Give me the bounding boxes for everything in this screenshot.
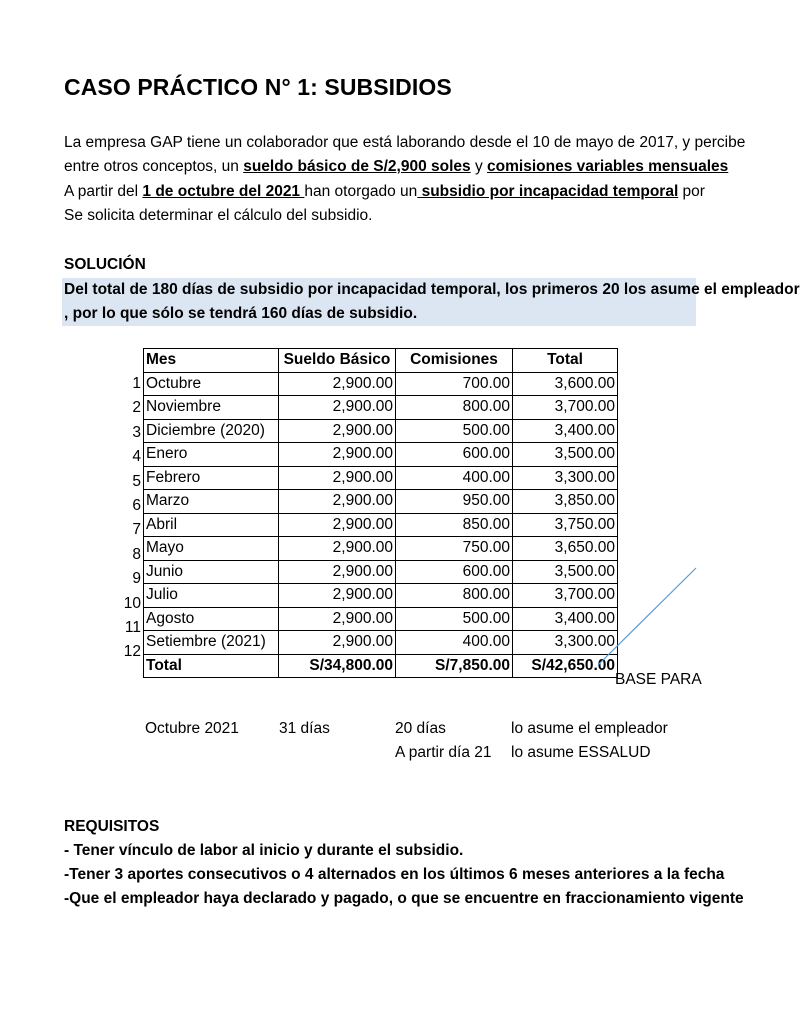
intro-line-4: Se solicita determinar el cálculo del subsidio. [64, 207, 373, 224]
cell-sueldo: 2,900.00 [279, 490, 396, 514]
cell-sueldo: 2,900.00 [279, 419, 396, 443]
row-number: 11 [124, 618, 141, 636]
intro-line-2 [64, 157, 728, 177]
cell-sueldo: 2,900.00 [279, 466, 396, 490]
commissions-highlight: comisiones variables mensuales [487, 158, 729, 175]
subsidy-highlight: subsidio por incapacidad temporal [417, 183, 679, 200]
cell-total: 3,700.00 [513, 396, 618, 420]
table-total-row [144, 654, 618, 678]
cell-total: 3,500.00 [513, 443, 618, 467]
cell-sueldo: 2,900.00 [279, 560, 396, 584]
total-note: BASE PARA [615, 671, 702, 688]
intro-text: han otorgado un [304, 183, 418, 200]
cell-comisiones: 400.00 [396, 631, 513, 655]
total-label: Total [144, 654, 279, 678]
cell-total: 3,400.00 [513, 419, 618, 443]
cell-total: 3,850.00 [513, 490, 618, 514]
header-total: Total [513, 349, 618, 373]
table-row [144, 396, 618, 420]
intro-text: entre otros conceptos, un [64, 158, 244, 175]
header-sueldo: Sueldo Básico [279, 349, 396, 373]
solution-line-1: Del total de 180 días de subsidio por incapacidad temporal, los primeros 20 los asume el empleador [64, 281, 800, 298]
cell-mes: Julio [144, 584, 279, 608]
cell-sueldo: 2,900.00 [279, 443, 396, 467]
salary-table [143, 348, 618, 678]
cell-comisiones: 850.00 [396, 513, 513, 537]
cell-sueldo: 2,900.00 [279, 584, 396, 608]
row-number: 8 [132, 545, 141, 563]
row-number: 2 [132, 399, 141, 417]
row-number: 10 [123, 594, 141, 612]
table-row [144, 490, 618, 514]
table-row [144, 372, 618, 396]
date-highlight: 1 de octubre del 2021 [142, 183, 305, 200]
cell-mes: Enero [144, 443, 279, 467]
total-comisiones: S/7,850.00 [396, 654, 513, 678]
cell-total: 3,650.00 [513, 537, 618, 561]
row-number: 7 [132, 521, 141, 539]
note-from-day: A partir día 21 [395, 744, 492, 761]
solution-heading: SOLUCIÓN [64, 256, 146, 273]
cell-comisiones: 600.00 [396, 443, 513, 467]
diagonal-stroke [598, 568, 696, 665]
cell-comisiones: 500.00 [396, 419, 513, 443]
intro-line-1: La empresa GAP tiene un colaborador que está laborando desde el 10 de mayo de 2017, y percibe [64, 134, 746, 151]
cell-total: 3,300.00 [513, 631, 618, 655]
table-row [144, 560, 618, 584]
cell-total: 3,700.00 [513, 584, 618, 608]
cell-comisiones: 700.00 [396, 372, 513, 396]
cell-total: 3,300.00 [513, 466, 618, 490]
cell-sueldo: 2,900.00 [279, 372, 396, 396]
header-comisiones: Comisiones [396, 349, 513, 373]
table-row [144, 537, 618, 561]
table-row [144, 466, 618, 490]
total-sueldo: S/34,800.00 [279, 654, 396, 678]
page-title: CASO PRÁCTICO N° 1: SUBSIDIOS [64, 74, 452, 100]
requirement-item: -Tener 3 aportes consecutivos o 4 alternados en los últimos 6 meses anteriores a la fecha [64, 866, 725, 883]
total-total: S/42,650.00 [513, 654, 618, 678]
row-numbers [110, 372, 141, 665]
cell-mes: Abril [144, 513, 279, 537]
cell-comisiones: 600.00 [396, 560, 513, 584]
row-number: 6 [132, 496, 141, 514]
requirement-item: - Tener vínculo de labor al inicio y durante el subsidio. [64, 842, 464, 859]
table-row [144, 513, 618, 537]
table-row [144, 419, 618, 443]
note-second-payer: lo asume ESSALUD [511, 744, 651, 761]
cell-mes: Mayo [144, 537, 279, 561]
salary-highlight: sueldo básico de S/2,900 soles [243, 158, 471, 175]
cell-mes: Octubre [144, 372, 279, 396]
cell-comisiones: 750.00 [396, 537, 513, 561]
row-number: 5 [132, 472, 141, 490]
cell-mes: Marzo [144, 490, 279, 514]
cell-mes: Noviembre [144, 396, 279, 420]
diagonal-line [590, 560, 700, 670]
cell-total: 3,500.00 [513, 560, 618, 584]
cell-mes: Junio [144, 560, 279, 584]
row-number: 3 [132, 423, 141, 441]
intro-text: y [470, 158, 488, 175]
table-row [144, 607, 618, 631]
cell-mes: Diciembre (2020) [144, 419, 279, 443]
cell-comisiones: 400.00 [396, 466, 513, 490]
row-number: 12 [123, 643, 141, 661]
table-row [144, 631, 618, 655]
cell-comisiones: 500.00 [396, 607, 513, 631]
table-header-row [144, 349, 618, 373]
cell-total: 3,400.00 [513, 607, 618, 631]
cell-sueldo: 2,900.00 [279, 631, 396, 655]
cell-total: 3,750.00 [513, 513, 618, 537]
intro-text: A partir del [64, 183, 143, 200]
row-number: 4 [132, 448, 141, 466]
cell-mes: Setiembre (2021) [144, 631, 279, 655]
requirements-heading: REQUISITOS [64, 818, 160, 835]
cell-sueldo: 2,900.00 [279, 513, 396, 537]
note-days: 31 días [279, 720, 330, 737]
cell-mes: Agosto [144, 607, 279, 631]
intro-line-3 [64, 182, 705, 202]
intro-text: por [678, 183, 705, 200]
row-number: 9 [132, 570, 141, 588]
row-number: 1 [132, 375, 141, 392]
table-row [144, 443, 618, 467]
note-first-days: 20 días [395, 720, 446, 737]
header-mes: Mes [144, 349, 279, 373]
cell-comisiones: 800.00 [396, 584, 513, 608]
cell-mes: Febrero [144, 466, 279, 490]
note-first-payer: lo asume el empleador [511, 720, 668, 737]
cell-sueldo: 2,900.00 [279, 607, 396, 631]
table-row [144, 584, 618, 608]
cell-total: 3,600.00 [513, 372, 618, 396]
solution-line-2: , por lo que sólo se tendrá 160 días de subsidio. [64, 305, 418, 322]
requirement-item: -Que el empleador haya declarado y pagado, o que se encuentre en fraccionamiento vigente [64, 890, 744, 907]
cell-sueldo: 2,900.00 [279, 396, 396, 420]
note-month: Octubre 2021 [145, 720, 239, 737]
cell-sueldo: 2,900.00 [279, 537, 396, 561]
cell-comisiones: 800.00 [396, 396, 513, 420]
cell-comisiones: 950.00 [396, 490, 513, 514]
